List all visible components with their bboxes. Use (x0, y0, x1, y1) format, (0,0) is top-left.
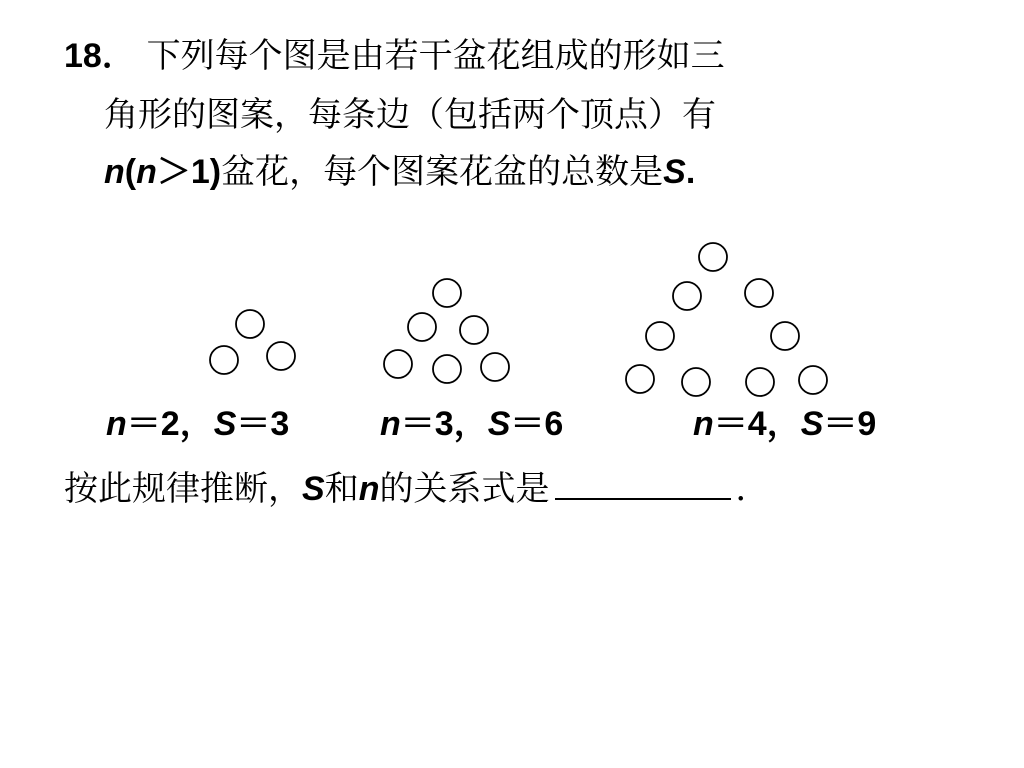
caption-n-label: n (380, 405, 401, 443)
question-text-3: 的关系式是 (379, 469, 550, 509)
caption-s-value: ＝9 (823, 405, 877, 443)
condition: ＞1) (156, 153, 222, 191)
figure-n4 (626, 243, 827, 396)
figure-n2 (210, 310, 295, 374)
caption-s-value: ＝6 (510, 405, 564, 443)
problem-text-2: 角形的图案，每条边（包括两个顶点）有 (104, 95, 716, 135)
figure-caption-1 (106, 404, 289, 444)
question-text-2: 和 (324, 469, 359, 509)
flower-pot-circle (267, 342, 295, 370)
flower-pot-circle (210, 346, 238, 374)
flower-pot-circle (771, 322, 799, 350)
question-line (64, 468, 769, 509)
caption-s-label: S (487, 405, 511, 443)
flower-pot-circle (746, 368, 774, 396)
question-text-1: 按此规律推断， (64, 469, 302, 509)
flower-pot-circle (646, 322, 674, 350)
caption-s-value: ＝3 (236, 405, 290, 443)
flower-pot-circle (433, 279, 461, 307)
figure-caption-2 (380, 404, 563, 444)
question-end: ． (735, 469, 770, 509)
var-s: S (663, 153, 686, 191)
caption-n-value: ＝3， (400, 405, 488, 443)
answer-blank[interactable] (555, 468, 731, 500)
caption-n-label: n (106, 405, 127, 443)
flower-pot-circle (699, 243, 727, 271)
question-var-n: n (358, 470, 380, 508)
flower-pot-circle (236, 310, 264, 338)
figure-caption-3 (693, 404, 876, 444)
caption-n-value: ＝2， (126, 405, 214, 443)
caption-n-value: ＝4， (713, 405, 801, 443)
var-n-inner: n (136, 153, 157, 191)
flower-pot-circle (481, 353, 509, 381)
caption-n-label: n (693, 405, 714, 443)
problem-text-1: 下列每个图是由若干盆花组成的形如三 (146, 36, 725, 76)
flower-pot-circle (408, 313, 436, 341)
caption-s-label: S (800, 405, 824, 443)
flower-pot-circle (799, 366, 827, 394)
flower-pot-circle (626, 365, 654, 393)
flower-pot-circle (745, 279, 773, 307)
caption-s-label: S (213, 405, 237, 443)
paren-open: ( (124, 153, 137, 191)
var-n: n (104, 153, 125, 191)
problem-number: 18． (64, 37, 136, 75)
flower-pot-circle (682, 368, 710, 396)
period: . (685, 153, 696, 191)
question-var-s: S (302, 470, 325, 508)
flower-pot-circle (460, 316, 488, 344)
figure-n3 (384, 279, 509, 383)
problem-text-3: 盆花，每个图案花盆的总数是 (221, 152, 664, 192)
flower-pot-circle (433, 355, 461, 383)
flower-pot-circle (384, 350, 412, 378)
flower-pot-circle (673, 282, 701, 310)
